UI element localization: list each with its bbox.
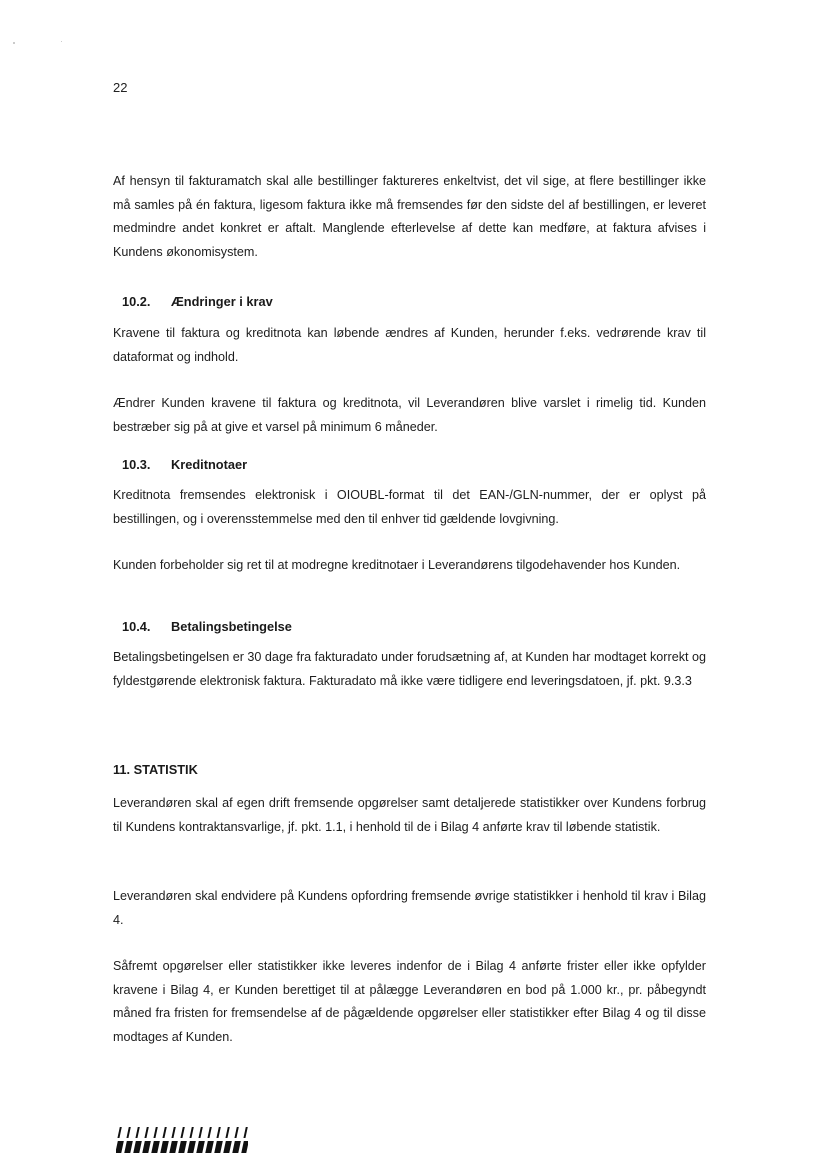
section-title: Ændringer i krav — [171, 294, 273, 309]
scan-speck — [61, 41, 62, 42]
section-heading-10-2 — [122, 294, 273, 309]
main-section-paragraph: Leverandøren skal af egen drift fremsende opgørelser samt detaljerede statistikker over Kundens forbrug til Kundens kontraktansvarlige, jf. pkt. 1.1, i henhold til de i Bilag 4 anførte krav til løbende statistik. — [113, 796, 706, 834]
section-paragraph: Ændrer Kunden kravene til faktura og kreditnota, vil Leverandøren blive varslet i rimelig tid. Kunden bestræber sig på at give et varsel på minimum 6 måneder. — [113, 396, 706, 434]
section-paragraph: Betalingsbetingelsen er 30 dage fra fakturadato under forudsætning af, at Kunden har modtaget korrekt og fyldestgørende elektronisk faktura. Fakturadato må ikke være tidligere end leveringsdatoen, jf. pkt. 9.3.3 — [113, 650, 706, 688]
section-paragraph: Kreditnota fremsendes elektronisk i OIOUBL-format til det EAN-/GLN-nummer, der er oplyst på bestillingen, og i overensstemmelse med den til enhver tid gældende lovgivning. — [113, 488, 706, 526]
section-paragraph: Kravene til faktura og kreditnota kan løbende ændres af Kunden, herunder f.eks. vedrørende krav til dataformat og indhold. — [113, 326, 706, 364]
section-title: Kreditnotaer — [171, 457, 248, 472]
main-section-paragraph: Leverandøren skal endvidere på Kundens opfordring fremsende øvrige statistikker i henhold til krav i Bilag 4. — [113, 889, 706, 927]
section-title: Betalingsbetingelse — [171, 619, 292, 634]
section-paragraph: Kunden forbeholder sig ret til at modregne kreditnotaer i Leverandørens tilgodehavender hos Kunden. — [113, 558, 681, 572]
section-heading-10-4 — [122, 619, 292, 634]
main-section-paragraph: Såfremt opgørelser eller statistikker ikke leveres indenfor de i Bilag 4 anførte frister eller ikke opfylder kravene i Bilag 4, er Kunden berettiget til at pålægge Leverandøren en bod på 1.000 kr., pr. påbegyndt måned fra fristen for fremsendelse af de pågældende opgørelser eller statistikker efter Bilag 4 og til disse modtages af Kunden. — [113, 959, 706, 1044]
intro-paragraph: Af hensyn til fakturamatch skal alle bestillinger faktureres enkeltvist, det vil sige, at flere bestillinger ikke må samles på én faktura, ligesom faktura ikke må fremsendes før den sidste del af bestillingen, er leveret medmindre andet konkret er aftalt. Manglende efterlevelse af dette kan medføre, at faktura afvises i Kundens økonomisystem. — [113, 174, 706, 259]
scan-speck — [13, 42, 15, 44]
barcode-stamp — [116, 1126, 248, 1154]
section-number: 10.3. — [122, 457, 151, 472]
section-heading-10-3 — [122, 457, 247, 472]
main-section-heading: 11. STATISTIK — [113, 762, 198, 777]
page-number: 22 — [113, 80, 128, 95]
section-number: 10.2. — [122, 294, 151, 309]
section-number: 10.4. — [122, 619, 151, 634]
